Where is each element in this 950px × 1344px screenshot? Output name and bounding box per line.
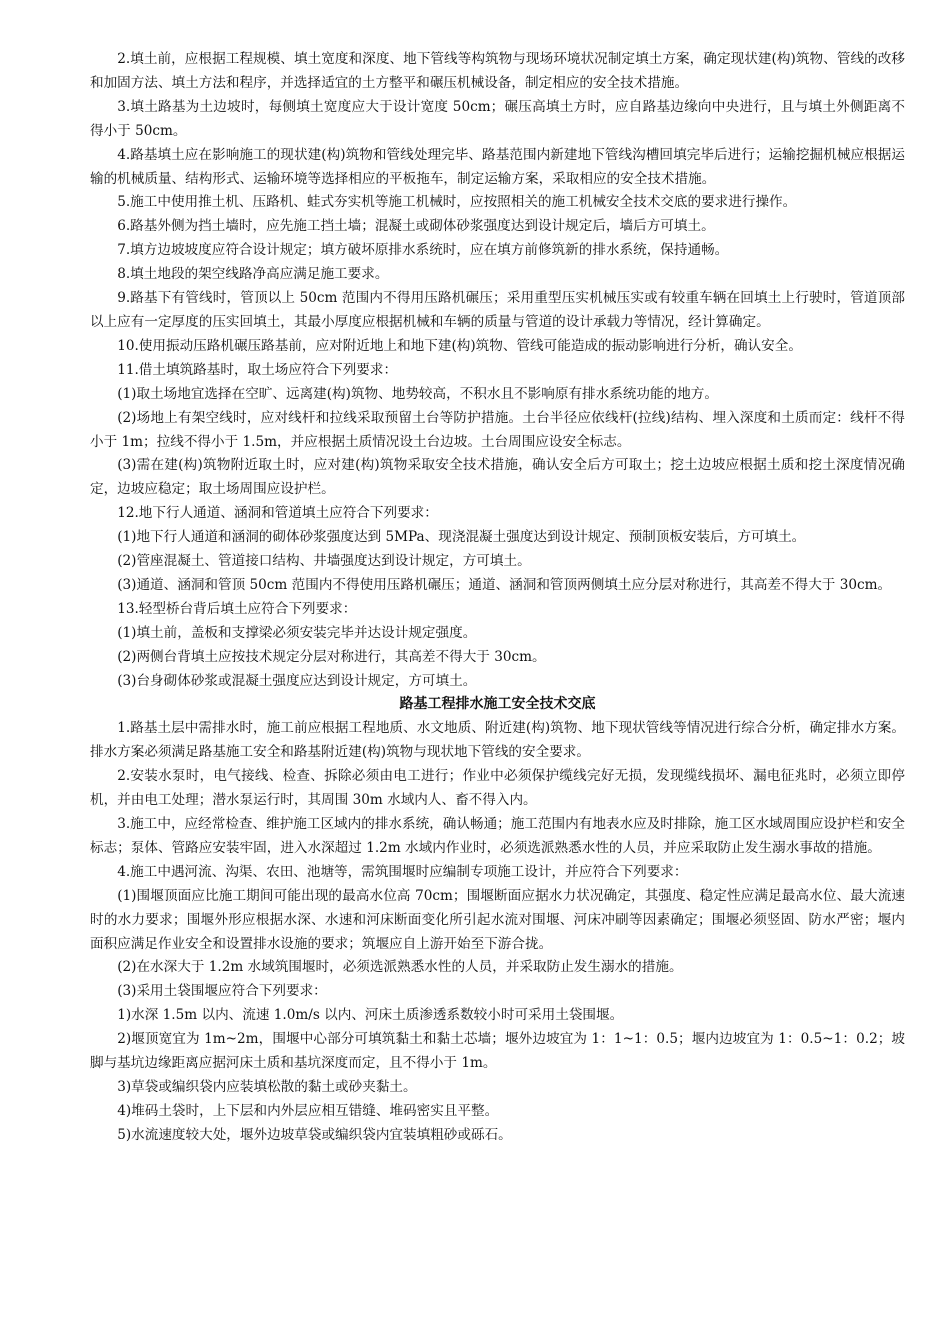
paragraph: (2)在水深大于 1.2m 水域筑围堰时，必须选派熟悉水性的人员，并采取防止发生溺水的措施。 <box>117 959 683 976</box>
section-title: 路基工程排水施工安全技术交底 <box>399 696 596 713</box>
paragraph: (2)管座混凝土、管道接口结构、井墙强度达到设计规定，方可填土。 <box>117 553 531 570</box>
paragraph: 11.借土填筑路基时，取土场应符合下列要求： <box>117 361 398 378</box>
paragraph: (3)通道、涵洞和管顶 50cm 范围内不得使用压路机碾压；通道、涵洞和管顶两侧填土应分层对称进行，其高差不得大于 30cm。 <box>117 576 892 593</box>
paragraph: 12.地下行人通道、涵洞和管道填土应符合下列要求： <box>117 505 438 522</box>
paragraph: 2.安装水泵时，电气接线、检查、拆除必须由电工进行；作业中必须保护缆线完好无损，发现缆线损坏、漏电征兆时，必须立即停机，并由电工处理；潜水泵运行时，其周围 30m 水域内人、畜不得入内。 <box>90 768 905 809</box>
paragraph: 13.轻型桥台背后填土应符合下列要求： <box>117 600 357 617</box>
paragraph: 3)草袋或编织袋内应装填松散的黏土或砂夹黏土。 <box>117 1078 417 1095</box>
paragraph: (1)填土前，盖板和支撑梁必须安装完毕并达设计规定强度。 <box>117 624 477 641</box>
paragraph: 5.施工中使用推土机、压路机、蛙式夯实机等施工机械时，应按照相关的施工机械安全技术交底的要求进行操作。 <box>117 194 797 211</box>
paragraph: 10.使用振动压路机碾压路基前，应对附近地上和地下建(构)筑物、管线可能造成的振动影响进行分析，确认安全。 <box>117 337 802 354</box>
paragraph: 8.填土地段的架空线路净高应满足施工要求。 <box>117 266 389 283</box>
paragraph: (3)台身砌体砂浆或混凝土强度应达到设计规定，方可填土。 <box>117 672 477 689</box>
paragraph: 6.路基外侧为挡土墙时，应先施工挡土墙；混凝土或砌体砂浆强度达到设计规定后，墙后方可填土。 <box>117 218 715 235</box>
paragraph: 1)水深 1.5m 以内、流速 1.0m/s 以内、河床土质渗透系数较小时可采用土袋围堰。 <box>117 1007 624 1024</box>
paragraph: 1.路基土层中需排水时，施工前应根据工程地质、水文地质、附近建(构)筑物、地下现状管线等情况进行综合分析，确定排水方案。排水方案必须满足路基施工安全和路基附近建(构)筑物与现状地下管线的安全要求。 <box>90 720 905 761</box>
paragraph: 5)水流速度较大处，堰外边坡草袋或编织袋内宜装填粗砂或砾石。 <box>117 1126 512 1143</box>
paragraph: 4.施工中遇河流、沟渠、农田、池塘等，需筑围堰时应编制专项施工设计，并应符合下列要求： <box>117 863 688 880</box>
paragraph: 7.填方边坡坡度应符合设计规定；填方破坏原排水系统时，应在填方前修筑新的排水系统，保持通畅。 <box>117 242 729 259</box>
paragraph: 2.填土前，应根据工程规模、填土宽度和深度、地下管线等构筑物与现场环境状况制定填土方案，确定现状建(构)筑物、管线的改移和加固方法、填土方法和程序，并选择适宜的土方整平和碾压机械设备，制定相应的安全技术措施。 <box>90 51 905 91</box>
paragraph: 4)堆码土袋时，上下层和内外层应相互错缝、堆码密实且平整。 <box>117 1102 499 1119</box>
paragraph: 3.施工中，应经常检查、维护施工区域内的排水系统，确认畅通；施工范围内有地表水应及时排除，施工区水域周围应设护栏和安全标志；泵体、管路应安装牢固，进入水深超过 1.2m 水域内作业时，必须选派熟悉水性的人员，并应采取防止发生溺水事故的措施。 <box>90 816 905 856</box>
paragraph: (1)地下行人通道和涵洞的砌体砂浆强度达到 5MPa、现浇混凝土强度达到设计规定、预制顶板安装后，方可填土。 <box>117 529 806 546</box>
paragraph: (1)围堰顶面应比施工期间可能出现的最高水位高 70cm；围堰断面应据水力状况确定，其强度、稳定性应满足最高水位、最大流速时的水力要求；围堰外形应根据水深、水速和河床断面变化所引起水流对围堰、河床冲刷等因素确定；围堰必须竖固、防水严密；堰内面积应满足作业安全和设置排水设施的要求；筑堰应自上游开始至下游合拢。 <box>90 887 905 952</box>
paragraph: 4.路基填土应在影响施工的现状建(构)筑物和管线处理完毕、路基范围内新建地下管线沟槽回填完毕后进行；运输挖掘机械应根据运输的机械质量、结构形式、运输环境等选择相应的平板拖车，制定运输方案，采取相应的安全技术措施。 <box>90 146 905 187</box>
paragraph: 3.填土路基为土边坡时，每侧填土宽度应大于设计宽度 50cm；碾压高填土方时，应自路基边缘向中央进行，且与填土外侧距离不得小于 50cm。 <box>90 98 905 139</box>
paragraph: 2)堰顶宽宜为 1m~2m，围堰中心部分可填筑黏土和黏土芯墙；堰外边坡宜为 1：1~1：0.5；堰内边坡宜为 1：0.5~1：0.2；坡脚与基坑边缘距离应据河床土质和基坑深度而定，且不得小于 1m。 <box>90 1031 905 1072</box>
paragraph: (1)取土场地宜选择在空旷、远离建(构)筑物、地势较高，不积水且不影响原有排水系统功能的地方。 <box>117 385 718 402</box>
paragraph: (2)场地上有架空线时，应对线杆和拉线采取预留土台等防护措施。土台半径应依线杆(拉线)结构、埋入深度和土质而定：线杆不得小于 1m；拉线不得小于 1.5m，并应根据土质情况设土台边坡。土台周围应设安全标志。 <box>90 409 905 450</box>
paragraph: (2)两侧台背填土应按技术规定分层对称进行，其高差不得大于 30cm。 <box>117 648 546 665</box>
document-page <box>90 48 905 1148</box>
paragraph: 9.路基下有管线时，管顶以上 50cm 范围内不得用压路机碾压；采用重型压实机械压实或有较重车辆在回填土上行驶时，管道顶部以上应有一定厚度的压实回填土，其最小厚度应根据机械和车辆的质量与管道的设计承载力等情况，经计算确定。 <box>90 290 905 330</box>
paragraph: (3)需在建(构)筑物附近取土时，应对建(构)筑物采取安全技术措施，确认安全后方可取土；挖土边坡应根据土质和挖土深度情况确定，边坡应稳定；取土场周围应设护栏。 <box>90 457 905 498</box>
paragraph: (3)采用土袋围堰应符合下列要求： <box>117 983 327 1000</box>
section-fill-paragraphs <box>90 48 905 693</box>
section-drainage-paragraphs <box>90 717 905 1147</box>
